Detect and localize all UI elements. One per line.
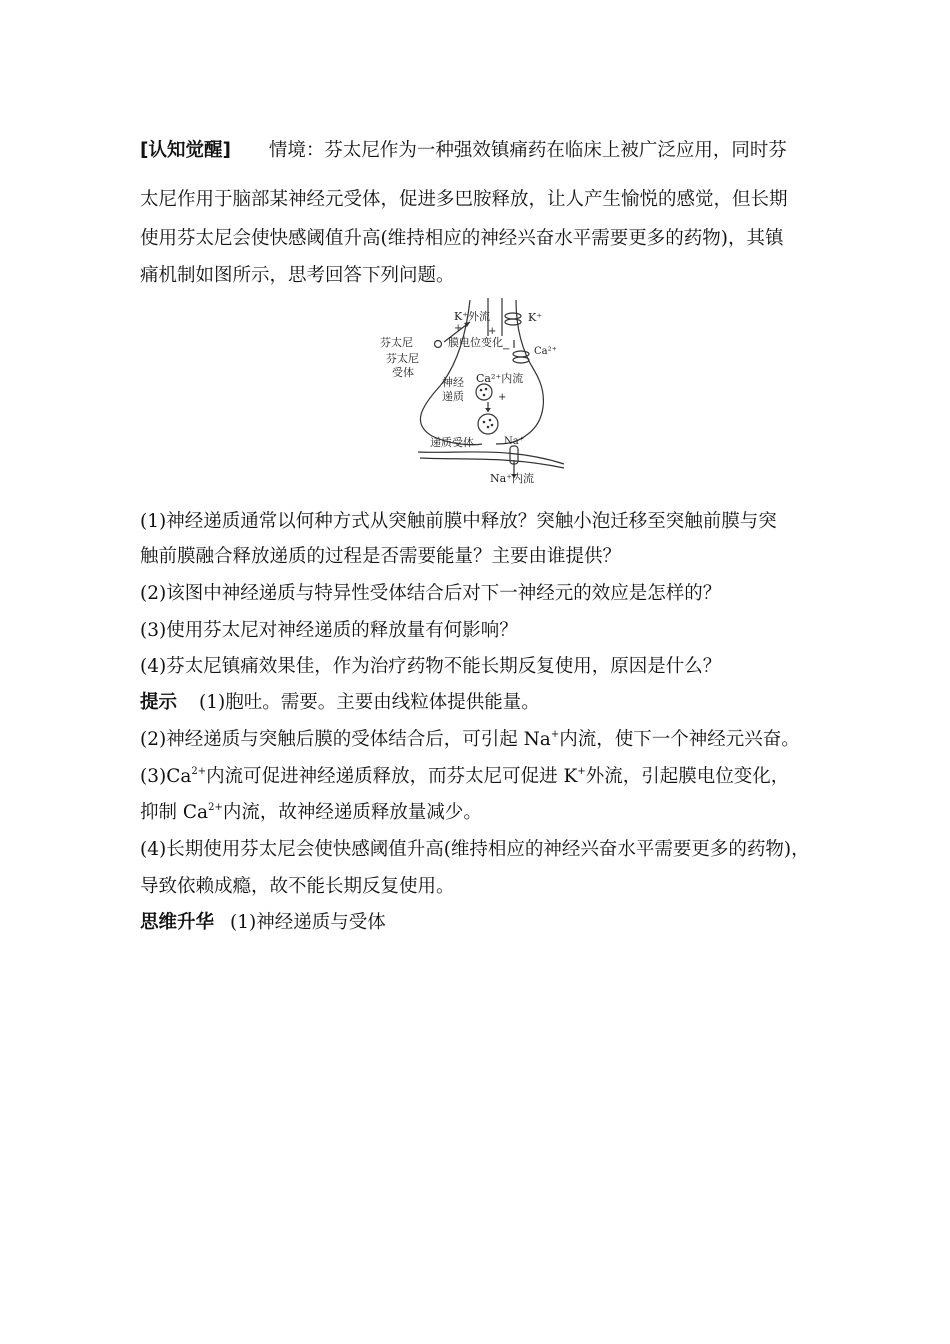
label-transmitter-2: 递质	[442, 390, 464, 403]
answer-4-line-2: 导致依赖成瘾，故不能长期反复使用。	[140, 876, 455, 897]
intro-line-2: 太尼作用于脑部某神经元受体，促进多巴胺释放，让人产生愉悦的感觉，但长期	[140, 189, 788, 210]
label-minus: −	[502, 344, 511, 355]
summary-label: 思维升华	[140, 912, 215, 933]
diagram-svg	[378, 296, 578, 486]
label-transmitter-1: 神经	[442, 376, 464, 389]
postsynaptic-membrane-top	[418, 452, 564, 464]
label-ca-inflow: Ca²⁺内流	[476, 372, 524, 385]
answer-3b-pre: 抑制 Ca	[140, 802, 209, 823]
answer-3-sup: 2+	[191, 766, 207, 777]
answer-3b-sup: 2+	[208, 802, 223, 813]
label-plus-2: +	[488, 326, 497, 337]
answer-4-line-1: (4)长期使用芬太尼会使快感阈值升高(维持相应的神经兴奋水平需要更多的药物)，	[140, 839, 810, 860]
label-transmitter-receptor: 递质受体	[430, 436, 474, 449]
hint-label: 提示	[140, 692, 178, 713]
question-3: (3)使用芬太尼对神经递质的释放量有何影响？	[140, 620, 518, 641]
question-1-line-2: 触前膜融合释放递质的过程是否需要能量？主要由谁提供？	[140, 546, 622, 567]
answer-3-line-2	[140, 801, 482, 825]
label-fentanyl: 芬太尼	[380, 336, 413, 349]
label-fentanyl-receptor-1: 芬太尼	[386, 352, 419, 365]
intro-line-4: 痛机制如图所示，思考回答下列问题。	[140, 265, 455, 286]
answer-3-pre: (3)Ca	[140, 766, 192, 787]
question-2: (2)该图中神经递质与特异性受体结合后对下一神经元的效应是怎样的？	[140, 583, 722, 604]
label-k: K⁺	[528, 311, 543, 324]
fentanyl-mechanism-diagram	[378, 296, 578, 486]
intro-line-1	[140, 139, 787, 163]
label-fentanyl-receptor-2: 受体	[392, 366, 414, 379]
answer-3-line-1	[140, 765, 789, 789]
intro-line-3: 使用芬太尼会使快感阈值升高(维持相应的神经兴奋水平需要更多的药物)，其镇	[140, 228, 784, 249]
question-4: (4)芬太尼镇痛效果佳，作为治疗药物不能长期反复使用，原因是什么？	[140, 656, 722, 677]
postsynaptic-membrane-bottom	[420, 458, 564, 468]
answer-3-mid: 内流可促进神经递质释放，而芬太尼可促进 K	[206, 766, 578, 787]
synaptic-vesicle-icon	[476, 384, 492, 400]
label-plus-3: +	[498, 392, 507, 403]
answer-1-text: (1)胞吐。需要。主要由线粒体提供能量。	[199, 692, 540, 713]
label-k-outflow: K⁺外流	[454, 310, 491, 323]
fentanyl-receptor-icon	[435, 341, 442, 348]
answer-2-pre: (2)神经递质与突触后膜的受体结合后，可引起 Na	[140, 729, 551, 750]
summary-line	[140, 911, 386, 935]
label-na-inflow: Na⁺内流	[490, 472, 534, 485]
answer-3-post: 外流，引起膜电位变化，	[585, 766, 790, 787]
answer-2-post: 内流，使下一个神经元兴奋。	[559, 729, 800, 750]
answer-2	[140, 728, 800, 752]
summary-text: (1)神经递质与受体	[230, 912, 386, 933]
label-plus-1: +	[454, 323, 463, 334]
intro-tag: [认知觉醒]	[140, 140, 231, 161]
answer-3-sup-2: +	[577, 766, 586, 777]
intro-text-1: 情境：芬太尼作为一种强效镇痛药在临床上被广泛应用，同时芬	[268, 140, 787, 161]
label-na: Na⁺	[504, 436, 524, 447]
answer-2-sup: +	[550, 729, 560, 740]
label-ca: Ca²⁺	[534, 346, 557, 357]
releasing-vesicle-icon	[478, 414, 498, 434]
answer-3b-post: 内流，故神经递质释放量减少。	[222, 802, 482, 823]
answer-1	[140, 691, 540, 715]
question-1-line-1: (1)神经递质通常以何种方式从突触前膜中释放？突触小泡迁移至突触前膜与突	[140, 511, 777, 532]
label-membrane-potential: 膜电位变化	[448, 336, 503, 349]
